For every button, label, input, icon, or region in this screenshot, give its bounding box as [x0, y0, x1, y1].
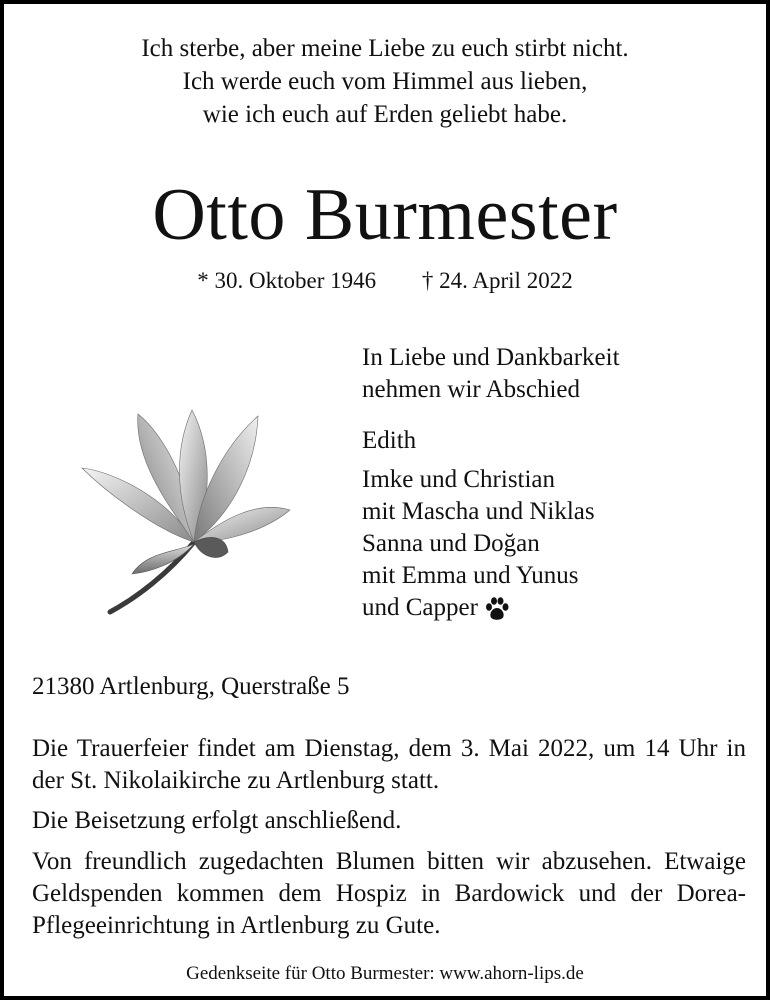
deceased-name: Otto Burmester	[152, 174, 618, 256]
donations-text: Von freundlich zugedachten Blumen bitten wir abzusehen. Etwaige Geldspenden kommen dem Hospiz in Bardowick und der Dorea-Pflegeeinrichtung in Artlenburg zu Gute.	[32, 848, 746, 939]
funeral-ceremony-text: Die Trauerfeier findet am Dienstag, dem 3. Mai 2022, um 14 Uhr in der St. Nikolaikirche zu Artlenburg statt.	[32, 735, 746, 794]
life-dates	[4, 266, 766, 296]
mourner-imke-christian: Imke und Christian	[362, 466, 556, 493]
family-address: 21380 Artlenburg, Querstraße 5	[32, 673, 350, 700]
mourner-emma-yunus: mit Emma und Yunus	[362, 562, 579, 589]
quote-line-2: Ich werde euch vom Himmel aus lieben,	[182, 68, 588, 95]
death-date: † 24. April 2022	[421, 268, 573, 293]
birth-date: * 30. Oktober 1946	[197, 268, 377, 293]
mourners-list	[362, 342, 620, 624]
mourner-capper: und Capper	[362, 594, 478, 621]
memorial-page-footer: Gedenkseite für Otto Burmester: www.ahorn-lips.de	[186, 963, 584, 984]
mourner-mascha-niklas: mit Mascha und Niklas	[362, 498, 595, 525]
mourner-sanna-dogan: Sanna und Doğan	[362, 530, 540, 557]
mourner-capper-line	[362, 592, 620, 624]
mourners-intro-line-2: nehmen wir Abschied	[362, 376, 581, 403]
magnolia-flower-image	[76, 402, 296, 618]
quote-line-1: Ich sterbe, aber meine Liebe zu euch stirbt nicht.	[141, 35, 629, 62]
memorial-quote	[4, 32, 766, 131]
mourner-edith: Edith	[362, 427, 417, 454]
quote-line-3: wie ich euch auf Erden geliebt habe.	[202, 101, 568, 128]
mourners-intro-line-1: In Liebe und Dankbarkeit	[362, 344, 620, 371]
burial-text: Die Beisetzung erfolgt anschließend.	[32, 807, 402, 834]
paw-icon	[484, 596, 510, 622]
